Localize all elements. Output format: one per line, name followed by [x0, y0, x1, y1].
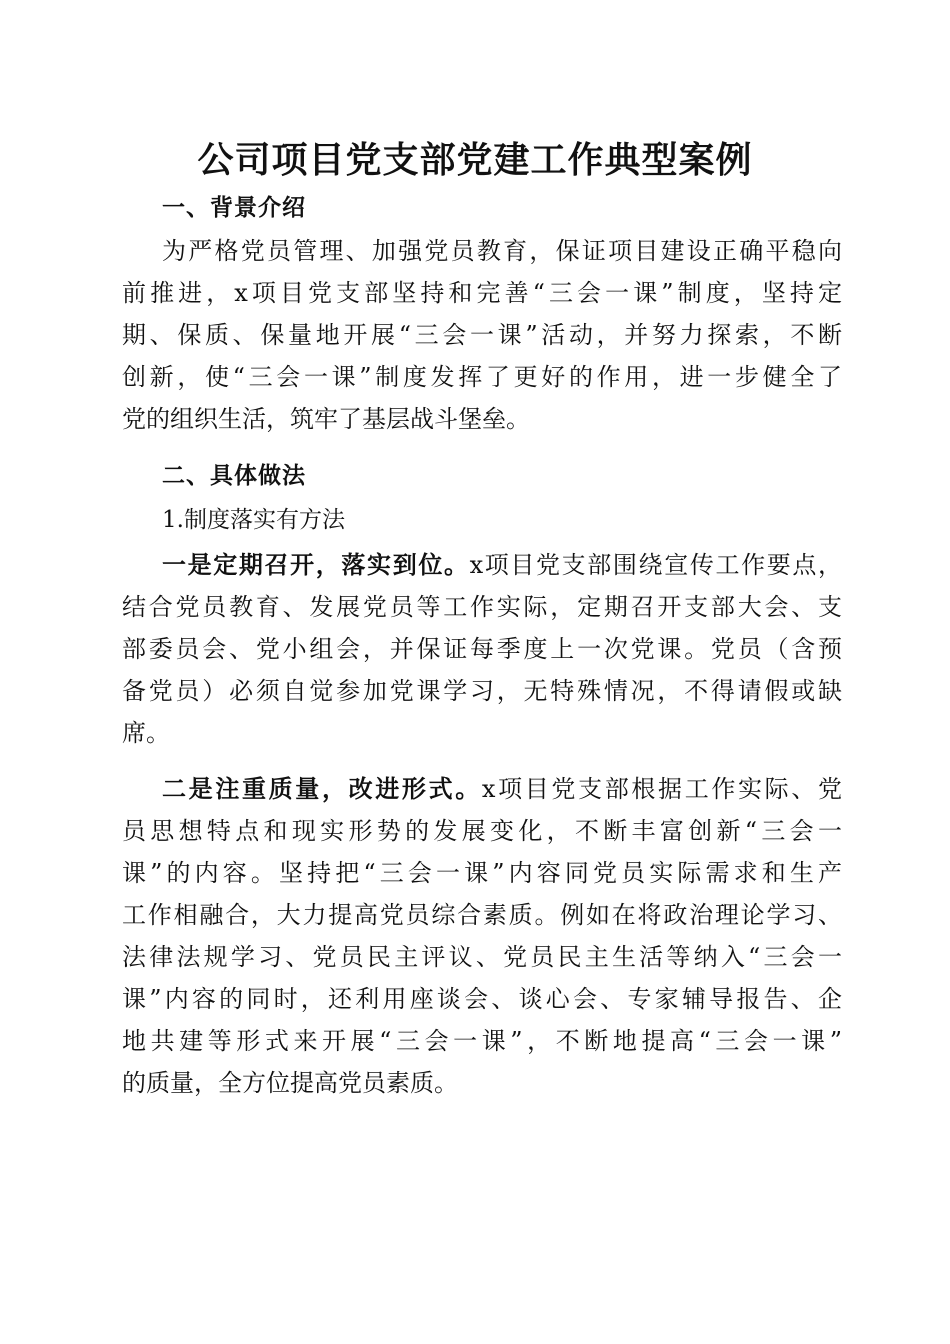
paragraph-line-text: x项目党支部围绕宣传工作要点， [469, 551, 842, 579]
paragraph-line: 席。 [122, 719, 170, 747]
paragraph-lead: 一是定期召开，落实到位。 [162, 550, 470, 579]
paragraph-line [122, 768, 842, 810]
paragraph-regular-meetings [122, 544, 842, 754]
paragraph-line: 课”内容的同时，还利用座谈会、谈心会、专家辅导报告、企 [122, 985, 842, 1013]
paragraph-line: 结合党员教育、发展党员等工作实际，定期召开支部大会、支 [122, 593, 842, 621]
paragraph-line: 地共建等形式来开展“三会一课”，不断地提高“三会一课” [122, 1027, 842, 1055]
paragraph-line: 部委员会、党小组会，并保证每季度上一次党课。党员（含预 [122, 635, 842, 663]
paragraph-line: 的质量，全方位提高党员素质。 [122, 1069, 458, 1097]
paragraph-line: 法律法规学习、党员民主评议、党员民主生活等纳入“三会一 [122, 943, 842, 971]
paragraph-line: 员思想特点和现实形势的发展变化，不断丰富创新“三会一 [122, 817, 842, 845]
paragraph-line: 创新，使“三会一课”制度发挥了更好的作用，进一步健全了 [122, 363, 842, 391]
paragraph-line: 期、保质、保量地开展“三会一课”活动，并努力探索，不断 [122, 321, 842, 349]
paragraph-line: 党的组织生活，筑牢了基层战斗堡垒。 [122, 405, 530, 433]
paragraph-line: 备党员）必须自觉参加党课学习，无特殊情况，不得请假或缺 [122, 677, 842, 705]
paragraph-line: 为严格党员管理、加强党员教育，保证项目建设正确平稳向 [162, 237, 842, 265]
document-title: 公司项目党支部党建工作典型案例 [197, 139, 753, 181]
paragraph-line: 工作相融合，大力提高党员综合素质。例如在将政治理论学习、 [122, 901, 842, 929]
section-heading-practice: 二、具体做法 [162, 463, 306, 489]
paragraph-lead: 二是注重质量，改进形式。 [162, 774, 482, 803]
paragraph-background [122, 230, 842, 440]
section-heading-background: 一、背景介绍 [162, 195, 306, 221]
paragraph-line [122, 544, 842, 586]
paragraph-quality-focus [122, 768, 842, 1104]
subheading-system: 1.制度落实有方法 [162, 507, 345, 533]
paragraph-line-text: x项目党支部根据工作实际、党 [481, 775, 842, 803]
paragraph-line: 课”的内容。坚持把“三会一课”内容同党员实际需求和生产 [122, 859, 842, 887]
paragraph-line: 前推进，x项目党支部坚持和完善“三会一课”制度，坚持定 [122, 279, 842, 307]
